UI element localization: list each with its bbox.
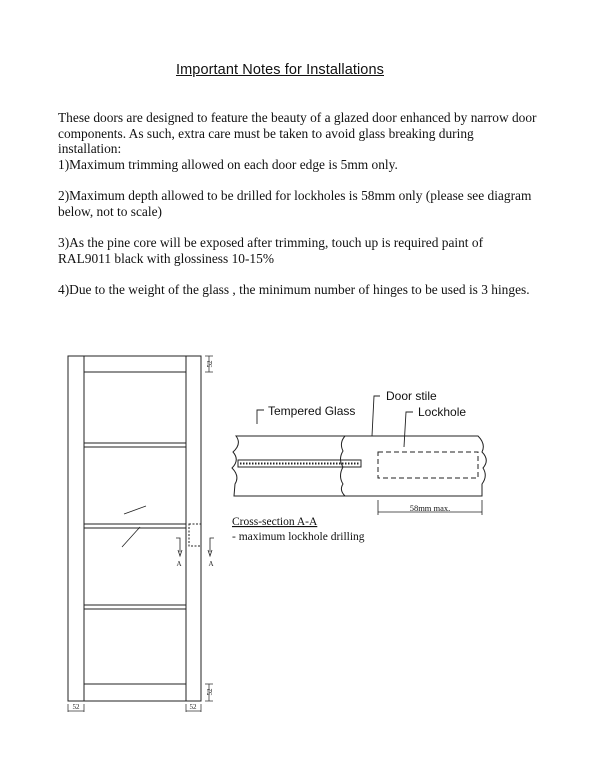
note-3: 3)As the pine core will be exposed after trimming, touch up is required paint of RAL9011 black with glossiness 10-15%	[58, 235, 484, 266]
lockhole-leader	[404, 412, 413, 447]
door-stile-leader	[372, 396, 380, 436]
section-cut-right	[210, 538, 214, 552]
section-marker-right: A	[208, 560, 214, 568]
section-cut-left	[176, 538, 180, 552]
tempered-glass-leader	[257, 410, 264, 424]
dim-bottom-label: 52	[206, 688, 214, 696]
document-title: Important Notes for Installations	[175, 62, 384, 78]
tempered-glass-label: Tempered Glass	[268, 404, 356, 418]
cross-section-caption-title: Cross-section A-A	[232, 516, 318, 528]
door-stile-label: Door stile	[386, 389, 437, 403]
intro-paragraph: These doors are designed to feature the beauty of a glazed door enhanced by narrow door components. As such, extra care must be taken to avoid glass breaking during installation:	[58, 110, 537, 156]
dim-right-stile-label: 52	[189, 703, 197, 711]
glass-reflection-mark	[124, 506, 146, 514]
note-1: 1)Maximum trimming allowed on each door edge is 5mm only.	[58, 156, 398, 172]
lock-box	[189, 524, 201, 546]
note-2: 2)Maximum depth allowed to be drilled for lockholes is 58mm only (please see diagram below, not to scale)	[58, 188, 532, 219]
lockhole-outline	[378, 452, 478, 478]
cross-section-caption-subtitle: - maximum lockhole drilling	[232, 531, 365, 543]
door-elevation-drawing	[68, 356, 214, 712]
dim-left-stile-label: 52	[72, 703, 80, 711]
door-stile-outline	[345, 436, 486, 496]
glass-panel-outline	[232, 436, 345, 496]
note-4: 4)Due to the weight of the glass , the minimum number of hinges to be used is 3 hinges.	[58, 282, 530, 297]
section-marker-left: A	[176, 560, 182, 568]
glass-stile-joint	[341, 436, 346, 496]
glass-reflection-mark	[122, 527, 140, 547]
lockhole-label: Lockhole	[418, 405, 467, 419]
dim-top-label: 52	[206, 360, 214, 368]
depth-dimension-label: 58mm max.	[409, 503, 451, 513]
